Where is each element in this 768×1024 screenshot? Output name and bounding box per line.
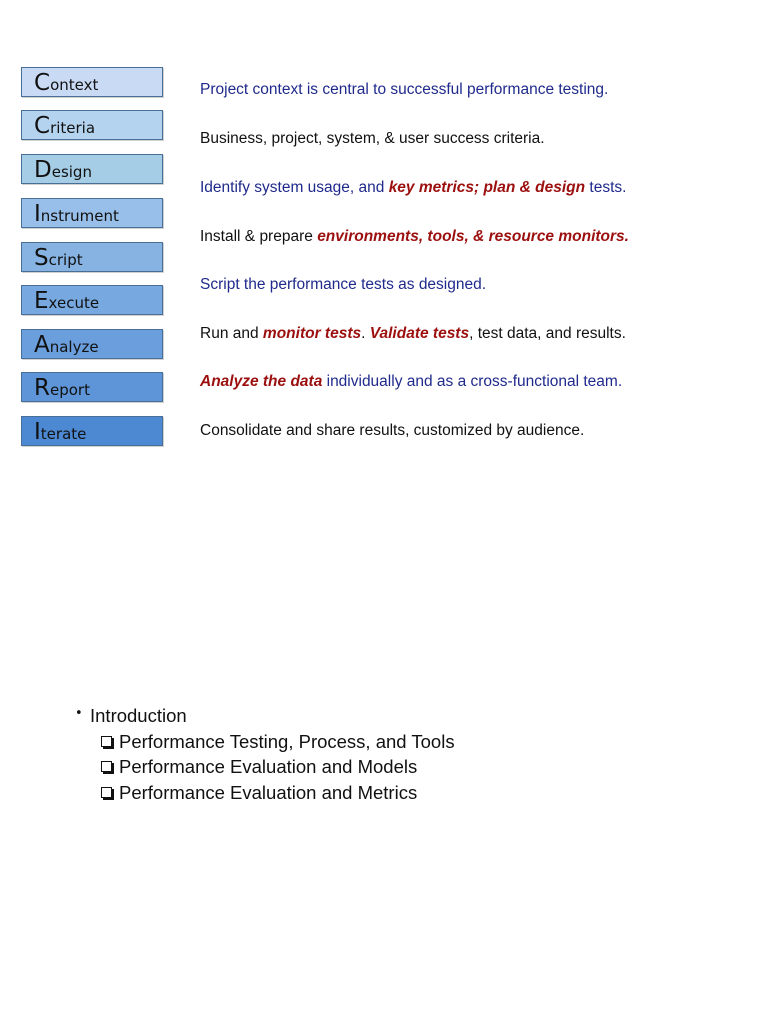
- checkbox-bullet-icon: [101, 761, 112, 772]
- description-segment: .: [361, 325, 370, 342]
- description-segment: environments, tools, & resource monitors: [317, 228, 625, 245]
- description-segment: Analyze the data: [200, 373, 323, 390]
- phase-script: Script: [21, 242, 163, 272]
- description-segment: .: [624, 228, 629, 245]
- description-segment: Validate tests: [369, 325, 470, 342]
- description-segment: , test data, and results.: [469, 325, 626, 342]
- checkbox-bullet-icon: [101, 736, 112, 747]
- description-segment: Project context is central to successful performance testing.: [200, 81, 609, 98]
- checkbox-bullet-icon: [101, 787, 112, 798]
- description-segment: Business, project, system, & user success criteria.: [200, 130, 545, 147]
- description-segment: individually and as a cross-functional team.: [322, 373, 623, 390]
- phase-analyze: Analyze: [21, 329, 163, 359]
- description-segment: tests.: [585, 179, 627, 196]
- description-segment: Script the performance tests as designed.: [200, 276, 487, 293]
- description-analyze: [200, 372, 760, 392]
- description-segment: Install & prepare: [200, 228, 318, 245]
- description-instrument: [200, 227, 760, 247]
- phase-report: Report: [21, 372, 163, 402]
- phase-iterate: Iterate: [21, 416, 163, 446]
- phase-criteria: Criteria: [21, 110, 163, 140]
- outline-heading: Introduction: [90, 705, 187, 726]
- outline-item: Performance Testing, Process, and Tools: [101, 731, 455, 753]
- description-execute: [200, 324, 760, 344]
- description-segment: monitor tests: [262, 325, 362, 342]
- phase-design: Design: [21, 154, 163, 184]
- description-criteria: [200, 129, 760, 149]
- description-segment: Run and: [200, 325, 263, 342]
- phase-context: Context: [21, 67, 163, 97]
- description-report: [200, 421, 760, 441]
- description-design: [200, 178, 760, 198]
- description-context: [200, 80, 760, 100]
- outline-item: Performance Evaluation and Models: [101, 756, 417, 778]
- description-segment: Consolidate and share results, customized by audience.: [200, 422, 585, 439]
- bullet-icon: •: [75, 706, 83, 721]
- phase-execute: Execute: [21, 285, 163, 315]
- description-script: [200, 275, 760, 295]
- description-segment: key metrics; plan & design: [388, 179, 586, 196]
- description-segment: Identify system usage, and: [200, 179, 389, 196]
- phase-instrument: Instrument: [21, 198, 163, 228]
- outline-item: Performance Evaluation and Metrics: [101, 782, 417, 804]
